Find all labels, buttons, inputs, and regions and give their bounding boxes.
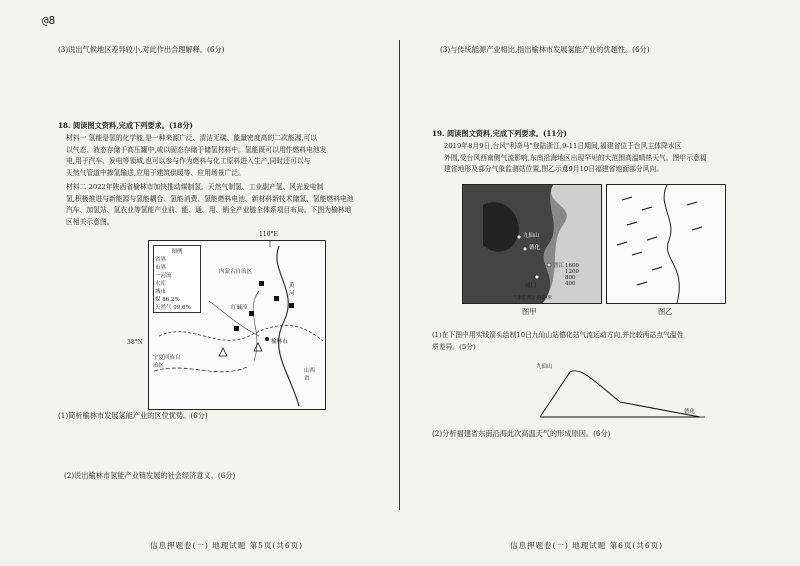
q17-sub3: (3)说出气候地区差异较小,对此作出合理解释。(6分) [58, 45, 225, 54]
q19-sub1 [432, 330, 684, 353]
place-label: 宁夏回族自治区 [153, 355, 181, 369]
terrain-legend [565, 263, 599, 287]
q18-mat2-line: 氢,积极推进与新能源与氢能耦合、氢能消费、氢能燃料电池、新材料新技术储氢、氢能燃料电池 [66, 194, 354, 203]
legend-item: 市界 [155, 265, 167, 271]
place-label: 山西省 [304, 368, 316, 382]
figure-b-wind [606, 184, 726, 304]
q18-title: 18. 阅读图文资料,完成下列要求。(18分) [58, 121, 193, 130]
wind-drawing [607, 185, 725, 303]
legend-value: 1600 [565, 263, 579, 269]
legend-item: 天然气 99.6% [155, 305, 191, 311]
figure-a-terrain [462, 184, 602, 304]
legend-item: 一河流 [155, 273, 172, 279]
legend-value: 800 [565, 275, 576, 281]
legend-value: 400 [565, 281, 576, 287]
q19-title: 19. 阅读图文资料,完成下列要求。(11分) [432, 129, 567, 138]
place-label: 黄河 [289, 283, 295, 297]
legend-value: 1200 [565, 269, 579, 275]
map-legend [153, 245, 201, 313]
legend-item: 水库 [155, 281, 167, 287]
place-label: 晋江 [553, 263, 565, 269]
terrain-legend-station: 气象监测站 海拔/米 [513, 296, 552, 301]
q18-sub3: (3)与传统能源产业相比,指出榆林市发展氢能产业的优越性。(6分) [440, 45, 650, 54]
right-footer: 信息押题卷(一) 地理试题 第6页(共6页) [510, 541, 664, 550]
place-label: 内蒙古自治区 [219, 269, 253, 275]
q18-mat2-line: 材料二 2022年陕西省榆林市加快推动煤制氢、天然气制氢、工业副产氢、风光发电制 [66, 183, 324, 191]
q18-mat2-line: 汽车、加氢站、氢农业等氢能产业前、能、通、用、销全产业链全体系项目布局。下图为榆林地 [66, 206, 352, 214]
q19-text-line: 建省地形及部分气象监测站位置,图乙示意9月10日福建省地面部分风向。 [444, 165, 664, 173]
place-label: 榆林市 [271, 339, 288, 345]
legend-item: 省界 [155, 257, 167, 263]
q19-sub1-line: (1)在下图中用实线箭头绘制10日九仙山站德化站气流运动方向,并比较两站点气温性 [432, 331, 684, 339]
legend-item: 煤 86.2% [155, 297, 180, 303]
q19-text [444, 141, 707, 176]
figure-b-label: 图乙 [658, 307, 673, 316]
terrain-profile [536, 362, 710, 422]
yulin-map [127, 231, 326, 410]
place-label: 厦门 [525, 283, 537, 289]
q19-sub1-line: 质差异。(5分) [432, 342, 476, 351]
q19-text-line: 外围,受台风西南侧气流影响,东南沿海地区出现罕见的大范围高温晴热天气。图甲示意福 [444, 153, 707, 162]
q18-material-1 [66, 133, 326, 179]
q18-mat1-line: 天然气管道中掺氢输送,应用于建筑供暖等、应用场景广泛。 [66, 168, 245, 177]
place-label: 红碱淖 [231, 305, 248, 311]
q18-material-2 [66, 182, 354, 228]
paper-logo: @8 [42, 14, 56, 27]
left-footer: 信息押题卷(一) 地理试题 第5页(共6页) [150, 541, 304, 550]
legend-item: 城市 [155, 289, 167, 295]
profile-left-label: 九仙山 [536, 364, 553, 370]
q18-mat1-line: 以气态、液态存储于高压罐中,或以固态存储于储氢材料中。氢能既可以用作燃料电池发 [66, 145, 327, 154]
q19-sub2: (2)分析福建省东南沿海此次高温天气的形成原因。(6分) [432, 429, 611, 438]
legend-title: 图例 [171, 249, 183, 255]
map-lon-label: 110°E [259, 231, 278, 238]
figure-a-label: 图甲 [522, 307, 537, 316]
profile-right-label: 德化 [684, 409, 696, 415]
place-label: 九仙山 [523, 233, 540, 239]
q18-mat2-line: 区相关示意图。 [66, 217, 114, 226]
q19-text-line: 2019年8月9日,台风"利奇马"登陆浙江,9-11日期间,福建省位于台风主体降水区 [444, 142, 682, 150]
q18-mat1-line: 材料一 氢能是氢的化学能,是一种来源广泛、清洁无碳、能量密度高的二次能源,可以 [66, 134, 318, 142]
q18-sub1: (1)简析榆林市发展氢能产业的区位优势。(6分) [58, 411, 208, 420]
q18-mat1-line: 电,用于汽车、发电等领域,也可以参与作为燃料与化工原料进入生产,同时还可以与 [66, 157, 311, 165]
q18-sub2: (2)说出榆林市氢能产业链发展的社会经济意义。(6分) [64, 471, 236, 480]
place-label: 德化 [529, 245, 541, 251]
map-lat-label: 38°N [127, 339, 143, 346]
right-page [400, 0, 800, 566]
